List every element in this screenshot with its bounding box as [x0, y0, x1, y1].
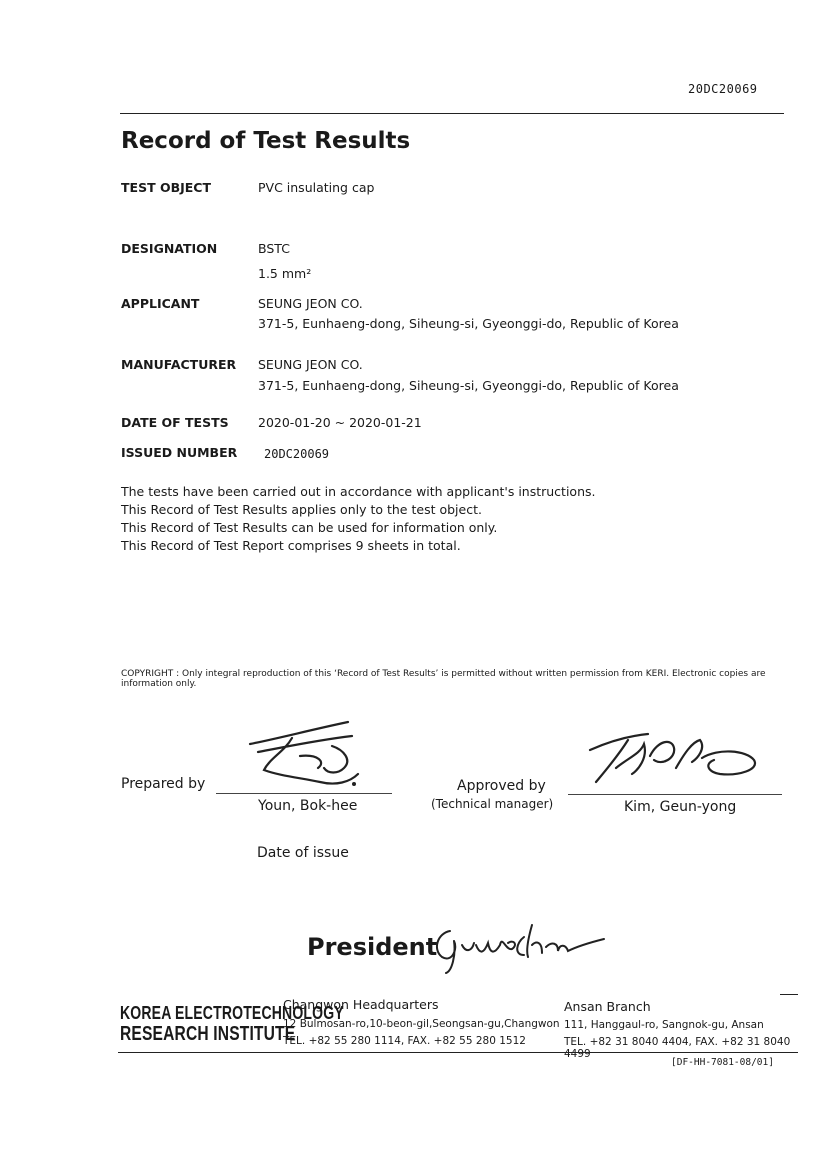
note-line: This Record of Test Report comprises 9 sheets in total. [121, 538, 461, 553]
hq-address: 12 Bulmosan-ro,10-beon-gil,Seongsan-gu,Changwon [283, 1018, 560, 1030]
issued-number-value: 20DC20069 [264, 447, 330, 461]
note-line: This Record of Test Results applies only to the test object. [121, 502, 482, 517]
manufacturer-label: MANUFACTURER [121, 357, 237, 372]
date-of-tests-value: 2020-01-20 ~ 2020-01-21 [258, 415, 422, 430]
institute-logo-line2: RESEARCH INSTITUTE [120, 1023, 296, 1045]
footer-corner-rule [780, 994, 798, 995]
date-of-issue-label: Date of issue [257, 845, 349, 861]
institute-logo-line1: KOREA ELECTROTECHNOLOGY [120, 1003, 344, 1023]
manufacturer-address: 371-5, Eunhaeng-dong, Siheung-si, Gyeonggi-do, Republic of Korea [258, 378, 679, 393]
branch-address: 111, Hanggaul-ro, Sangnok-gu, Ansan [564, 1019, 764, 1031]
footer-rule [118, 1052, 798, 1053]
branch-contact: TEL. +82 31 8040 4404, FAX. +82 31 8040 4499 [564, 1036, 791, 1060]
designation-size: 1.5 mm² [258, 266, 312, 281]
hq-title: Changwon Headquarters [283, 997, 439, 1012]
applicant-label: APPLICANT [121, 296, 200, 311]
page-title: Record of Test Results [121, 128, 411, 154]
notes-block [121, 483, 596, 555]
prepared-signature-icon [240, 716, 370, 796]
test-object-label: TEST OBJECT [121, 180, 211, 195]
applicant-name: SEUNG JEON CO. [258, 296, 363, 311]
approved-name: Kim, Geun-yong [624, 799, 737, 815]
applicant-address: 371-5, Eunhaeng-dong, Siheung-si, Gyeonggi-do, Republic of Korea [258, 316, 679, 331]
header-rule [120, 113, 784, 114]
test-object-value: PVC insulating cap [258, 180, 375, 195]
copyright-notice: COPYRIGHT : Only integral reproduction of this ‘Record of Test Results’ is permitted without written permission from KERI. Electronic copies are information only. [121, 669, 766, 689]
document-number: 20DC20069 [688, 82, 758, 96]
note-line: This Record of Test Results can be used for information only. [121, 520, 498, 535]
hq-contact: TEL. +82 55 280 1114, FAX. +82 55 280 1512 [283, 1035, 526, 1047]
designation-value: BSTC [258, 241, 290, 256]
president-signature-icon [428, 915, 608, 975]
approved-role: (Technical manager) [431, 797, 554, 811]
manufacturer-name: SEUNG JEON CO. [258, 357, 363, 372]
president-label: President [307, 933, 438, 961]
prepared-name: Youn, Bok-hee [258, 798, 358, 814]
prepared-by-label: Prepared by [121, 776, 206, 792]
approved-by-label: Approved by [457, 778, 546, 794]
designation-label: DESIGNATION [121, 241, 218, 256]
approved-signature-icon [588, 728, 764, 788]
issued-number-label: ISSUED NUMBER [121, 445, 238, 460]
approved-signature-line [568, 794, 782, 795]
form-code: [DF-HH-7081-08/01] [671, 1057, 774, 1068]
note-line: The tests have been carried out in accordance with applicant's instructions. [121, 484, 596, 499]
branch-title: Ansan Branch [564, 999, 651, 1014]
date-of-tests-label: DATE OF TESTS [121, 415, 229, 430]
